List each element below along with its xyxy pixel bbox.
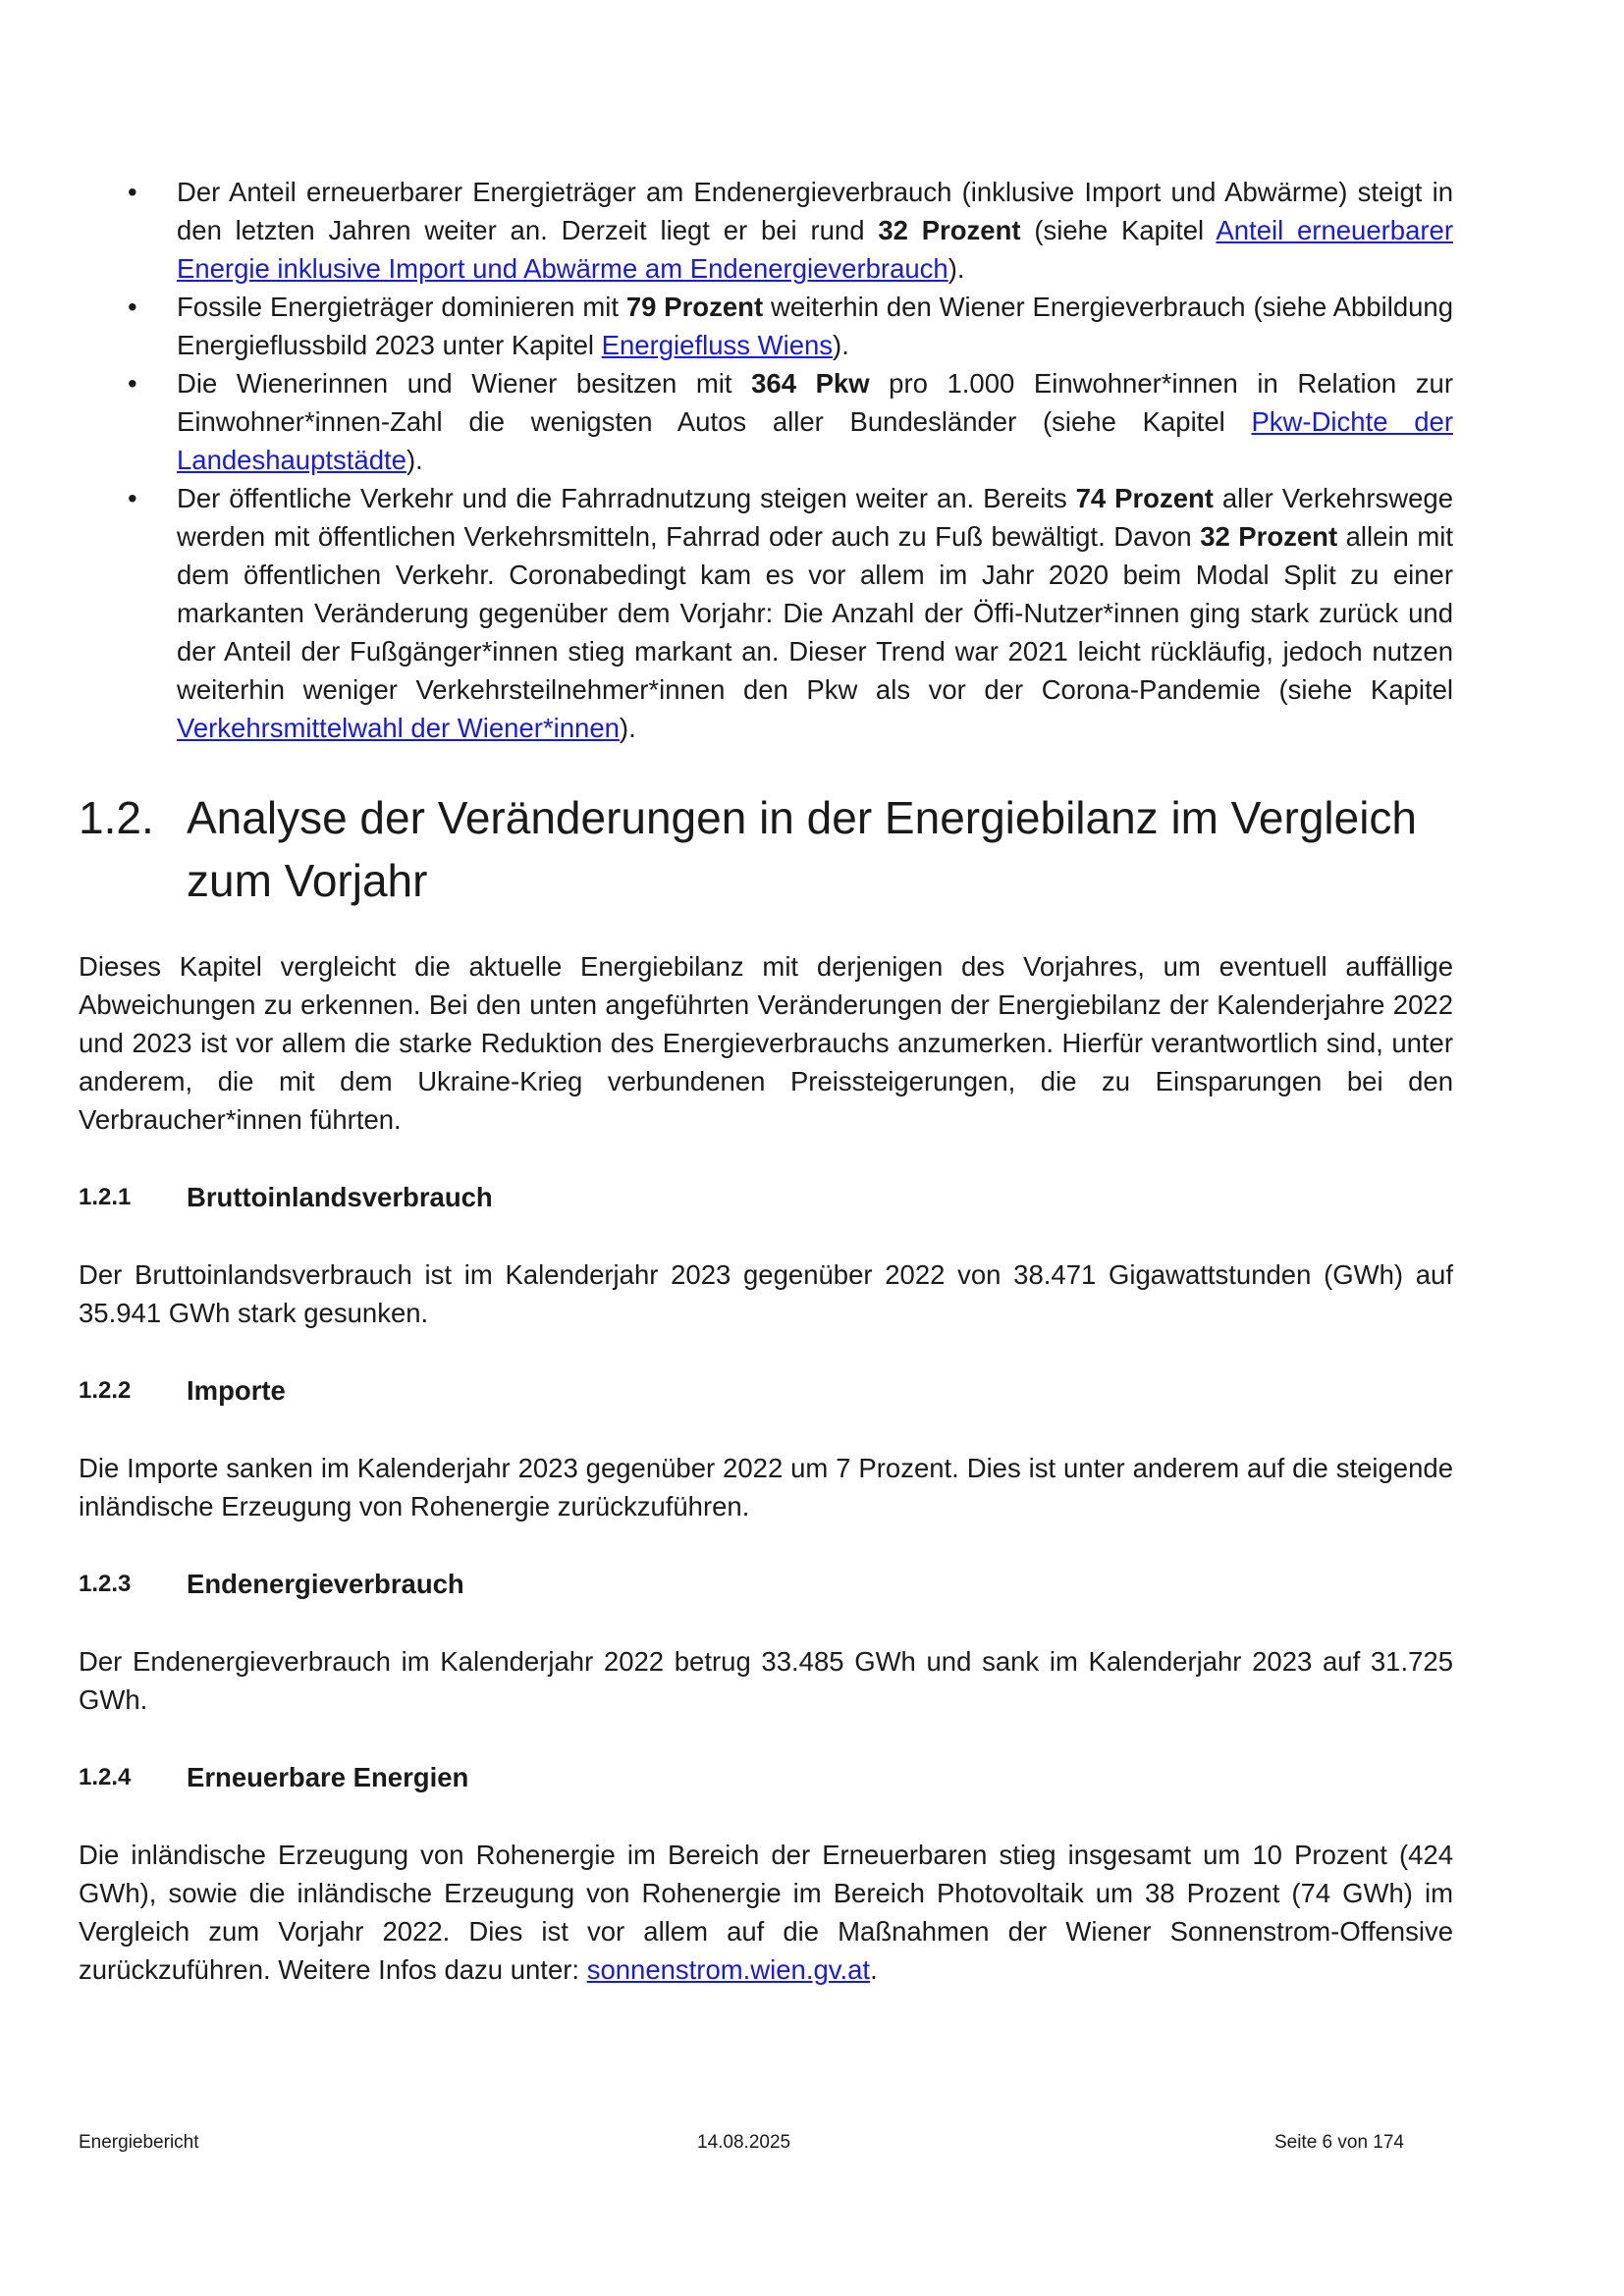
section-intro: Dieses Kapitel vergleicht die aktuelle Energiebilanz mit derjenigen des Vorjahres, um eventuell auffällige Abweichungen zu erkennen. Bei den unten angeführten Veränderungen der Energiebilanz der Kalenderjahre 2022 und 2023 ist vor allem die starke Reduktion des Energieverbrauchs anzumerken. Hierfür verantwortlich sind, unter anderem, die mit dem Ukraine-Krieg verbundenen Preissteigerungen, die zu Einsparungen bei den Verbraucher*innen führten. xyxy=(79,951,1453,1135)
subsection-title: Bruttoinlandsverbrauch xyxy=(187,1182,493,1212)
bullet-dot-icon: • xyxy=(128,483,137,513)
bullet-dot-icon: • xyxy=(128,368,137,399)
subsection-heading xyxy=(79,1758,1453,1796)
subsection-title: Erneuerbare Energien xyxy=(187,1762,469,1792)
list-item: • Der Anteil erneuerbarer Energieträger am Endenergieverbrauch (inklusive Import und Abwärme) steigt in den letzten Jahren weiter an. Derzeit liegt er bei rund 32 Prozent (siehe Kapitel Anteil erneuerbarer Energie inklusive Import und Abwärme am Endenergieverbrauch). xyxy=(79,173,1453,288)
section-heading xyxy=(79,786,1453,912)
subsection-heading xyxy=(79,1371,1453,1410)
bullet-dot-icon: • xyxy=(128,292,137,322)
footer-page-number: Seite 6 von 174 xyxy=(1273,2132,1404,2153)
list-item: • Fossile Energieträger dominieren mit 79 Prozent weiterhin den Wiener Energieverbrauch (siehe Abbildung Energieflussbild 2023 unter Kapitel Energiefluss Wiens). xyxy=(79,288,1453,364)
subsection-number: 1.2.1 xyxy=(79,1184,132,1210)
link-anteil-erneuerbarer-energie[interactable]: Anteil erneuerbarer Energie inklusive Import und Abwärme am Endenergieverbrauch xyxy=(177,215,1453,284)
subsection-text: Der Endenergieverbrauch im Kalenderjahr 2022 betrug 33.485 GWh und sank im Kalenderjahr 2023 auf 31.725 GWh. xyxy=(79,1646,1453,1715)
subsection-heading xyxy=(79,1565,1453,1603)
subsection-heading xyxy=(79,1178,1453,1216)
subsection-title: Endenergieverbrauch xyxy=(187,1569,464,1599)
subsection-text: Die inländische Erzeugung von Rohenergie im Bereich der Erneuerbaren stieg insgesamt um 10 Prozent (424 GWh), sowie die inländische Erzeugung von Rohenergie im Bereich Photovoltaik um 38 Prozent (74 GWh) im Vergleich zum Vorjahr 2022. Dies ist vor allem auf die Maßnahmen der Wiener Sonnenstrom-Offensive zurückzuführen. Weitere Infos dazu unter: sonnenstrom.wien.gv.at. xyxy=(79,1840,1453,1985)
list-item: • Die Wienerinnen und Wiener besitzen mit 364 Pkw pro 1.000 Einwohner*innen in Relation zur Einwohner*innen-Zahl die wenigsten Autos aller Bundesländer (siehe Kapitel Pkw-Dichte der Landeshauptstädte). xyxy=(79,364,1453,479)
summary-bullet-list xyxy=(79,173,1453,747)
list-item: • Der öffentliche Verkehr und die Fahrradnutzung steigen weiter an. Bereits 74 Prozent aller Verkehrswege werden mit öffentlichen Verkehrsmitteln, Fahrrad oder auch zu Fuß bewältigt. Davon 32 Prozent allein mit dem öffentlichen Verkehr. Coronabedingt kam es vor allem im Jahr 2020 beim Modal Split zu einer markanten Veränderung gegenüber dem Vorjahr: Die Anzahl der Öffi-Nutzer*innen ging stark zurück und der Anteil der Fußgänger*innen stieg markant an. Dieser Trend war 2021 leicht rückläufig, jedoch nutzen weiterhin weniger Verkehrsteilnehmer*innen den Pkw als vor der Corona-Pandemie (siehe Kapitel Verkehrsmittelwahl der Wiener*innen). xyxy=(79,479,1453,747)
subsection-text: Die Importe sanken im Kalenderjahr 2023 gegenüber 2022 um 7 Prozent. Dies ist unter anderem auf die steigende inländische Erzeugung von Rohenergie zurückzuführen. xyxy=(79,1453,1453,1522)
footer-date: 14.08.2025 xyxy=(697,2132,791,2153)
link-verkehrsmittelwahl[interactable]: Verkehrsmittelwahl der Wiener*innen xyxy=(177,713,620,743)
subsection-number: 1.2.3 xyxy=(79,1571,132,1597)
subsection-number: 1.2.2 xyxy=(79,1377,132,1404)
bullet-dot-icon: • xyxy=(128,177,137,207)
subsection-number: 1.2.4 xyxy=(79,1764,132,1790)
section-number: 1.2. xyxy=(79,792,154,843)
subsection-title: Importe xyxy=(187,1375,286,1406)
subsection-text: Der Bruttoinlandsverbrauch ist im Kalenderjahr 2023 gegenüber 2022 von 38.471 Gigawattstunden (GWh) auf 35.941 GWh stark gesunken. xyxy=(79,1259,1453,1328)
link-sonnenstrom[interactable]: sonnenstrom.wien.gv.at xyxy=(586,1954,871,1985)
footer-document-title: Energiebericht xyxy=(79,2132,199,2153)
section-title: Analyse der Veränderungen in der Energiebilanz im Vergleich zum Vorjahr xyxy=(187,792,1418,906)
link-energiefluss-wiens[interactable]: Energiefluss Wiens xyxy=(601,330,834,360)
page-content xyxy=(79,173,1453,1989)
link-pkw-dichte[interactable]: Pkw-Dichte der Landeshauptstädte xyxy=(177,406,1453,475)
